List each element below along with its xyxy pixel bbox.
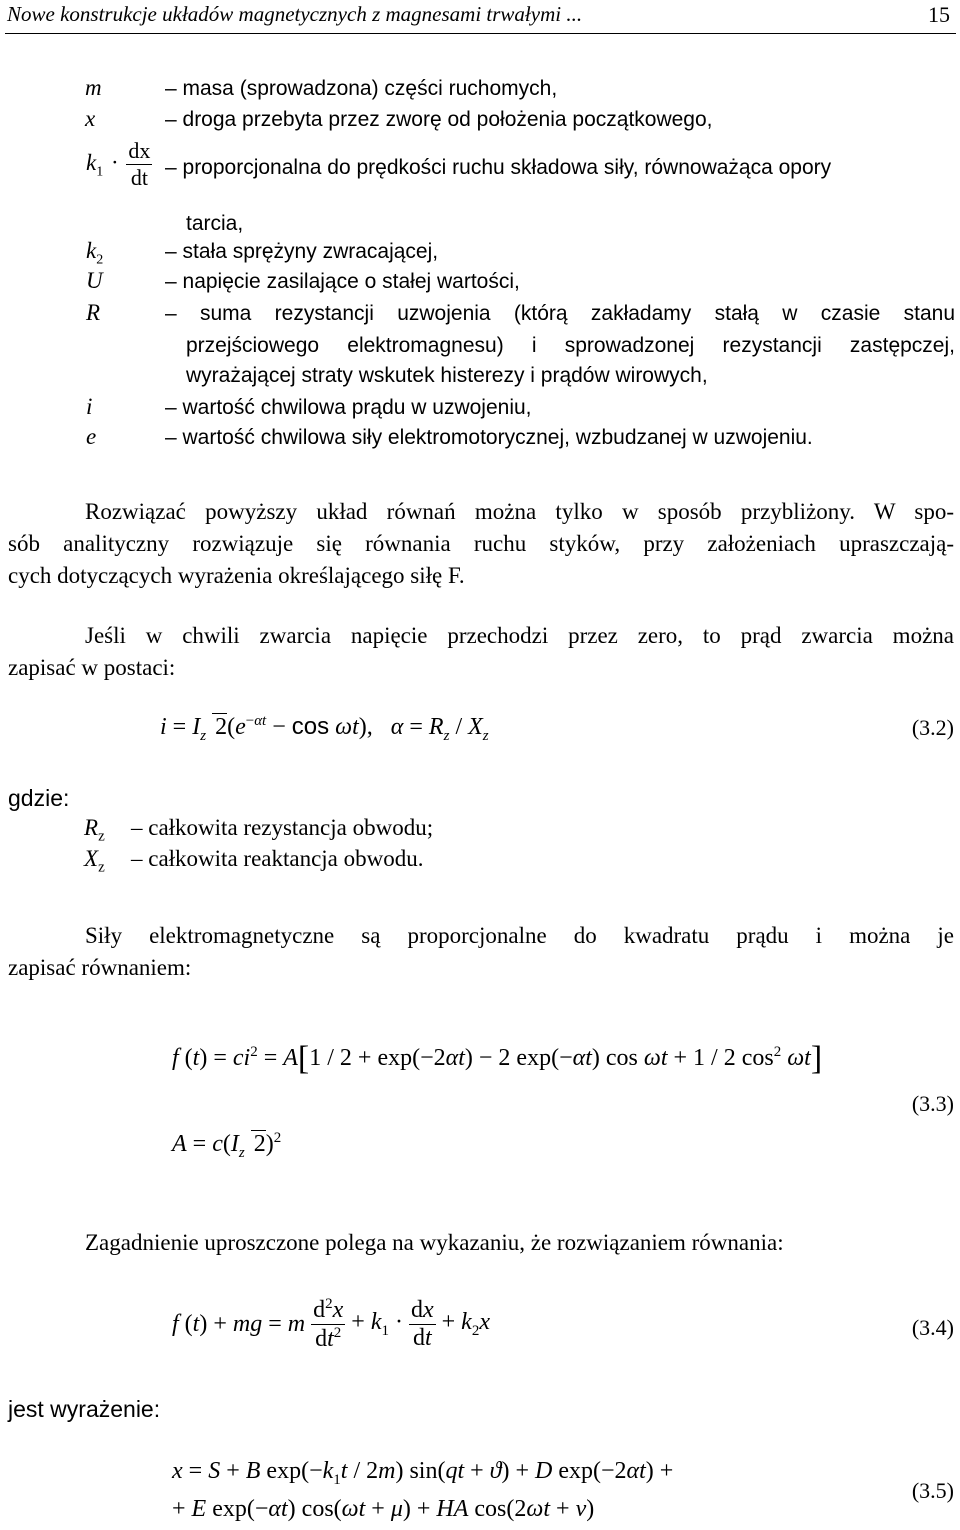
def-text-m: – masa (sprowadzona) części ruchomych, — [165, 77, 558, 100]
equation-3-2: $i = I_z$ $2(e^{-\alpha t} - \cos \omega t)$, $\alpha = R_z / X_z$ — [160, 713, 489, 744]
def-text-e: – wartość chwilowa siły elektromotorycznej, wzbudzanej w uzwojeniu. — [165, 426, 813, 449]
equation-label-3-5: (3.5) — [911, 1478, 954, 1503]
page-number: 15 — [928, 2, 950, 27]
def-text-R: – suma rezystancji uzwojenia (którą zakładamy stałą w czasie stanu — [165, 302, 955, 325]
def-symbol-i: i — [86, 394, 93, 419]
def-symbol-k2: $k_2$ — [86, 238, 104, 268]
gdzie-label: gdzie: — [8, 785, 70, 811]
equation-3-5-line1: x = S + B $\exp(-k_1t / 2m) \sin(qt + ϑ) + D$ exp(−2αt) + — [172, 1458, 674, 1488]
def-text-R-cont1: przejściowego elektromagnesu) i sprowadzonej rezystancji zastępczej, — [186, 334, 955, 357]
equation-label-3-2: (3.2) — [911, 715, 954, 740]
equation-3-3-line2: $A = c(I_z$ 2)$^2$ — [172, 1130, 282, 1161]
paragraph-3: Siły elektromagnetyczne są proporcjonalne do kwadratu prądu i można je zapisać równaniem: — [8, 923, 954, 980]
def-text-i: – wartość chwilowa prądu w uzwojeniu, — [165, 396, 532, 419]
header-rule — [5, 33, 956, 34]
jest-wyrazenie-label: jest wyrażenie: — [8, 1396, 161, 1422]
gdzie-text-Rz: – całkowita rezystancja obwodu; — [131, 815, 434, 840]
def-text-U: – napięcie zasilające o stałej wartości, — [165, 270, 520, 293]
running-header-title: Nowe konstrukcje układów magnetycznych z magnesami trwałymi ... — [7, 2, 583, 26]
def-text-k1-cont: tarcia, — [186, 212, 244, 235]
def-symbol-x: x — [85, 106, 96, 131]
def-symbol-k1-deriv: $k_1$ · $\frac{dx}{dt}$ — [86, 138, 151, 190]
def-symbol-U: U — [86, 268, 103, 293]
def-symbol-m: m — [85, 75, 102, 100]
def-text-k1: – proporcjonalna do prędkości ruchu składowa siły, równoważąca opory — [165, 156, 832, 179]
def-symbol-R: R — [86, 300, 101, 325]
def-text-x: – droga przebyta przez zworę od położenia początkowego, — [165, 108, 713, 131]
def-symbol-e: e — [86, 424, 97, 449]
gdzie-symbol-Rz: $R_z$ — [84, 815, 105, 845]
paragraph-1: Rozwiązać powyższy układ równań można tylko w sposób przybliżony. W spo- sób analityczny rozwiązuje się równania ruchu styków, przy założeniach upraszczają- cych dotyczących wyrażenia określającego siłę F. — [8, 499, 954, 588]
def-text-k2: – stała sprężyny zwracającej, — [165, 240, 439, 263]
equation-3-3-line1: f $(t) = ci^2 = A[1 / 2 + \exp(-2\alpha t) - 2$ exp(−αt) cos ωt + 1 / 2 $\cos^2 \omega t$] — [172, 1040, 823, 1077]
paragraph-4: Zagadnienie uproszczone polega na wykazaniu, że rozwiązaniem równania: — [85, 1230, 784, 1255]
equation-3-4: f (t) + mg = m $\frac{d^2x}{dt^2}$ + $k_1$ · $\frac{dx}{dt}$ + $k_2x$ — [172, 1296, 490, 1352]
gdzie-symbol-Xz: $X_z$ — [84, 846, 105, 876]
equation-label-3-4: (3.4) — [911, 1315, 954, 1340]
def-text-R-cont2: wyrażającej straty wskutek histerezy i prądów wirowych, — [186, 364, 708, 387]
paragraph-2: Jeśli w chwili zwarcia napięcie przechodzi przez zero, to prąd zwarcia można zapisać w postaci: — [8, 623, 954, 680]
equation-label-3-3: (3.3) — [911, 1091, 954, 1116]
equation-3-5-line2: + E exp(−αt) cos(ωt + μ) + HA cos(2ωt + ν) — [172, 1496, 595, 1522]
gdzie-text-Xz: – całkowita reaktancja obwodu. — [131, 846, 424, 871]
